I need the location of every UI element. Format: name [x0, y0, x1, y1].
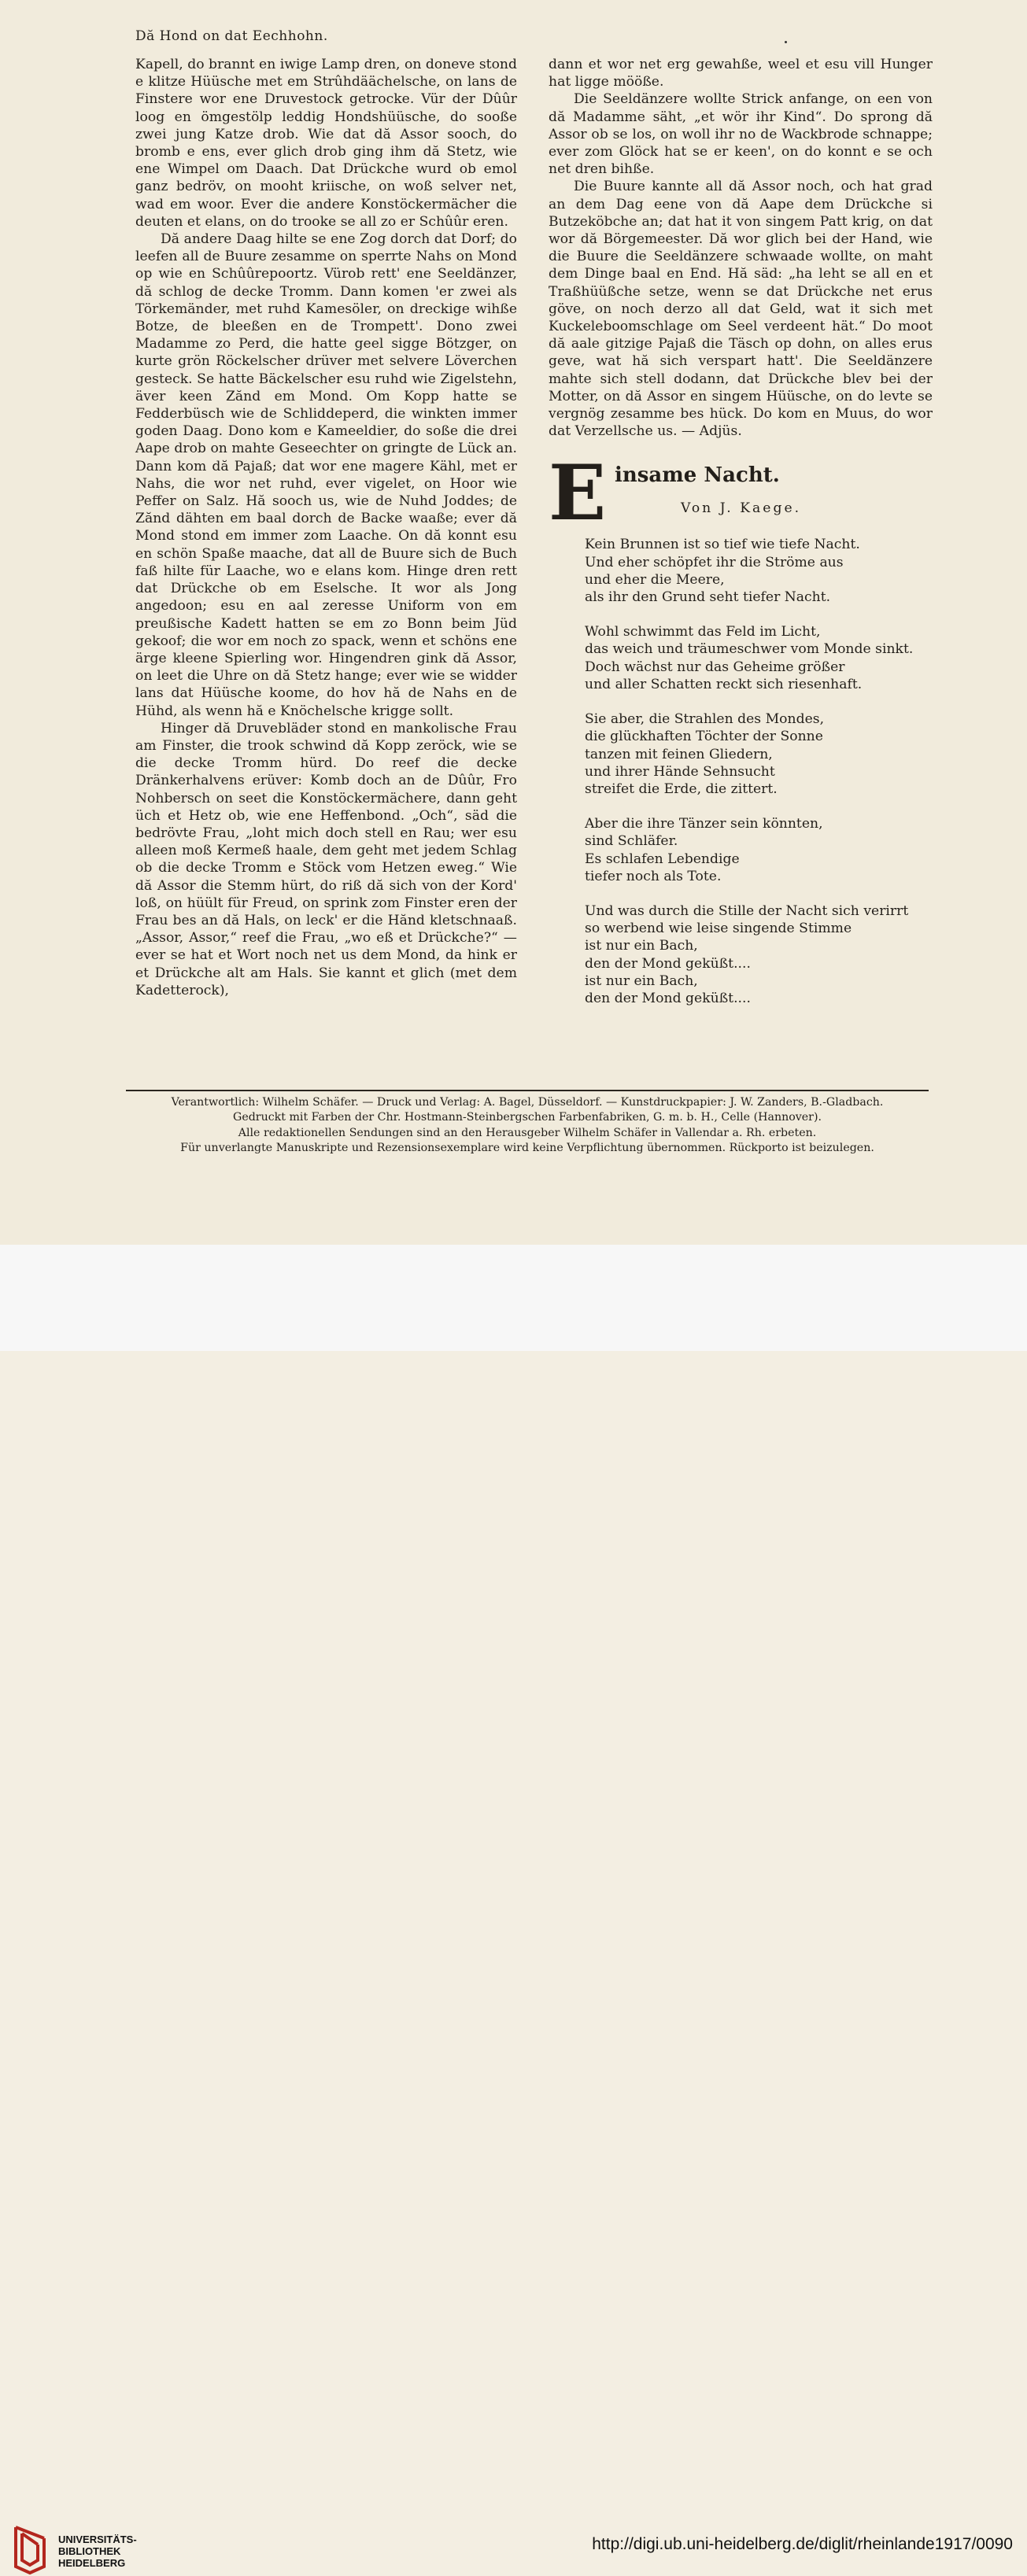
- left-paragraph-1: Kapell, do brannt en iwige Lamp dren, on doneve stond e klitze Hüüsche met em Strûhdäächelsche, on lans de Finstere wor ene Druvestock getrocke. Vür der Dûûr loog en ömgestölp leddig Hondshüüsche, do sooße zwei jung Katze drob. Wie dat dă Assor sooch, do bromb e ens, ever glich drob ging ihm dă Stetz, wie ene Wimpel om Daach. Dat Drückche wurd ob emol ganz bedröv, on mooht kriische, on woß selver net, wad em woor. Ever die andere Konstöckermächer die deuten et elans, on do trooke se all zo er Schûûr eren.: [135, 57, 517, 230]
- poem-stanza-3: [585, 710, 933, 798]
- poem-line: die glückhaften Töchter der Sonne: [585, 729, 823, 745]
- imprint-footer: [126, 1095, 929, 1156]
- poem-line: Sie aber, die Strahlen des Mondes,: [585, 711, 825, 728]
- poem-line: streifet die Erde, die zittert.: [585, 781, 778, 797]
- library-name-line: HEIDELBERG: [58, 2557, 126, 2569]
- poem-heading: [549, 448, 933, 538]
- left-paragraph-2: Dă andere Daag hilte se ene Zog dorch dat Dorf; do leefen all de Buure zesamme on sperrte Nahs on Mond op wie en Schûûrepoortz. Vürob rett' ene Seeldänzer, dă schlog de decke Tromm. Dann komen 'er zwei als Törkemänder, met ruhd Kamesöler, on dreckige wihße Botze, de bleeßen en de Trompett'. Dono zwei Madamme zo Perd, die hatte geel sigge Bötzger, on kurte grön Röckelscher drüver met selvere Löverchen gesteck. Se hatte Bäckelscher esu ruhd wie Zigelstehn, äver keen Zănd em Mond. Om Kopp hatte se Fedderbüsch wie de Schliddeperd, die winkten immer goden Daag. Dono kom e Kameeldier, do soße die drei Aape drob on mahte Geseechter on gringte de Lück an. Dann kom dă Pajaß; dat wor ene magere Kähl, met er Nahs, die wor net ruhd, ever vigelet, on Hoor wie Peffer on Salz. Hă sooch us, wie de Nuhd Joddes; de Zănd dähten em baal dorch de Backe waaße; ever dă Mond stond em immer zom Laache. On dă konnt esu en schön Spaße maache, dat all de Buure sich de Buch faß hilte für Laache, wo e elans kom. Hinge dren rett dat Drückche ob em Eselsche. It wor als Jong angedoon; esu en aal zeresse Uniform von em preußische Kadett hatten se em zo Bonn beim Jüd gekoof; die wor em noch zo spack, wenn et schöns ene ärge kleene Spierling wor. Hingendren gink dă Assor, on leet die Uhre on dă Stetz hange; ever wie se widder lans dat Hüüsche koome, do hov hă de Nahs en de Hühd, als wenn hă e Knöchelsche krigge sollt.: [135, 231, 517, 719]
- poem-line: Kein Brunnen ist so tief wie tiefe Nacht.: [585, 537, 860, 553]
- poem-line: ist nur ein Bach,: [585, 938, 698, 954]
- left-column: [135, 56, 517, 999]
- imprint-line: Alle redaktionellen Sendungen sind an den Herausgeber Wilhelm Schäfer in Vallendar a. Rh. erbeten.: [238, 1126, 817, 1139]
- poem-line: Und was durch die Stille der Nacht sich verirrt: [585, 902, 909, 919]
- library-name-line: UNIVERSITÄTS-: [58, 2534, 137, 2545]
- library-name-line: BIBLIOTHEK: [58, 2545, 121, 2557]
- right-column: [549, 56, 933, 1024]
- scanned-page: [0, 0, 1027, 1245]
- poem-line: so werbend wie leise singende Stimme: [585, 921, 852, 937]
- imprint-line: Verantwortlich: Wilhelm Schäfer. — Druck und Verlag: A. Bagel, Düsseldorf. — Kunstdruckpapier: J. W. Zanders, B.-Gladbach.: [171, 1096, 884, 1109]
- right-paragraph-3: Die Buure kannte all dă Assor noch, och hat grad an dem Dag eene von dă Aape dem Drückche si Butzeköbche an; dat hat it von singem Patt krig, on dat wor dă Börgemeester. Dă wor glich bei der Hand, wie die Buure die Seeldänzere schwaade wollte, on maht dem Dinge baal en End. Hă säd: „ha leht se all en et Traßhüüßche setze, wenn se dat Drückche net erus göve, on noch derzo all dat Geld, wat it sich met Kuckeleboomschlage om Seel verdeent hät.“ Do moot dă aale gitzige Pajaß die Täsch op dohn, on alles erus geve, wat hă sich verspart hatt'. Die Seeldänzere mahte sich stell dodann, dat Drückche blev bei der Motter, on dă Assor en singem Hüüsche, on do levte se vergnög zesamme bes hück. Do kom en Muus, do wor dat Verzellsche us. — Adjüs.: [549, 179, 933, 440]
- digitization-bar: [0, 1245, 1027, 2569]
- poem-stanza-2: [585, 623, 933, 693]
- right-paragraph-1: dann et wor net erg gewahße, weel et esu vill Hunger hat ligge mööße.: [549, 57, 933, 90]
- poem-dropcap: E: [549, 448, 607, 538]
- poem-line: Und eher schöpfet ihr die Ströme aus: [585, 554, 844, 570]
- imprint-line: Gedruckt mit Farben der Chr. Hostmann-Steinbergschen Farbenfabriken, G. m. b. H., Celle (Hannover).: [232, 1111, 822, 1124]
- library-name: [58, 2534, 137, 2569]
- running-head: Dă Hond on dat Eechhohn.: [135, 28, 328, 44]
- poem-line: Doch wächst nur das Geheime größer: [585, 659, 845, 675]
- poem-line: als ihr den Grund seht tiefer Nacht.: [585, 589, 831, 606]
- poem-line: den der Mond geküßt....: [585, 955, 751, 972]
- poem-line: Es schlafen Lebendige: [585, 851, 740, 867]
- imprint-line: Für unverlangte Manuskripte und Rezensionsexemplare wird keine Verpflichtung übernommen. Rückporto ist beizulegen.: [180, 1141, 874, 1154]
- library-logo-icon: [11, 2522, 49, 2576]
- poem-line: tanzen mit feinen Gliedern,: [585, 746, 773, 762]
- poem-stanza-4: [585, 815, 933, 885]
- poem-line: ist nur ein Bach,: [585, 972, 698, 989]
- poem-line: den der Mond geküßt....: [585, 990, 751, 1006]
- poem-line: und ihrer Hände Sehnsucht: [585, 763, 775, 780]
- poem-line: und aller Schatten reckt sich riesenhaft.: [585, 676, 863, 692]
- footer-rule: [126, 1090, 929, 1091]
- source-url[interactable]: http://digi.ub.uni-heidelberg.de/diglit/rheinlande1917/0090: [592, 2535, 1013, 2553]
- poem-stanza-1: [585, 536, 933, 606]
- poem-line: sind Schläfer.: [585, 833, 678, 850]
- poem-line: das weich und träumeschwer vom Monde sinkt.: [585, 641, 914, 658]
- left-paragraph-3: Hinger dă Druvebläder stond en mankolische Frau am Finster, die trook schwind dă Kopp zeröck, wie se die decke Tromm hürd. Do reef die decke Dränkerhalvens erüver: Komb doch an de Dûûr, Fro Nohbersch on seet die Konstöckermächere, dann geht üch et Hetz ob, wie ene Heffenbond. „Och“, säd die bedrövte Frau, „loht mich doch stell en Rau; wer esu alleen moß Kermeß haale, dem geht met jedem Schlag ob die decke Tromm e Stöck vom Hetzen eweg.“ Wie dă Assor die Stemm hürt, do riß dă sich von der Kord' loß, on hüült für Freud, on sprink zom Finster eren der Frau bes an dă Hals, on leck' er die Hănd kletschnaaß. „Assor, Assor,“ reef die Frau, „wo eß et Drückche?“ — ever se hat et Wort noch net us dem Mond, da hink er et Drückche alt am Hals. Sie kannt et glich (met dem Kadetterock),: [135, 720, 517, 998]
- poem-line: tiefer noch als Tote.: [585, 868, 722, 884]
- poem-stanza-5: [585, 902, 933, 1007]
- print-speck: [785, 41, 787, 43]
- poem-line: Wohl schwimmt das Feld im Licht,: [585, 624, 821, 640]
- right-paragraph-2: Die Seeldänzere wollte Strick anfange, on een von dă Madamme säht, „et wör ihr Kind“. Do sprong dă Assor ob se los, on woll ihr no de Wackbrode schnappe; ever zom Glöck hat se er keen', on do konnt e se och net dren bihße.: [549, 91, 933, 178]
- poem-author: Von J. Kaege.: [681, 500, 802, 517]
- poem-title: insame Nacht.: [615, 463, 780, 488]
- poem-line: Aber die ihre Tänzer sein könnten,: [585, 816, 823, 832]
- poem-line: und eher die Meere,: [585, 571, 725, 588]
